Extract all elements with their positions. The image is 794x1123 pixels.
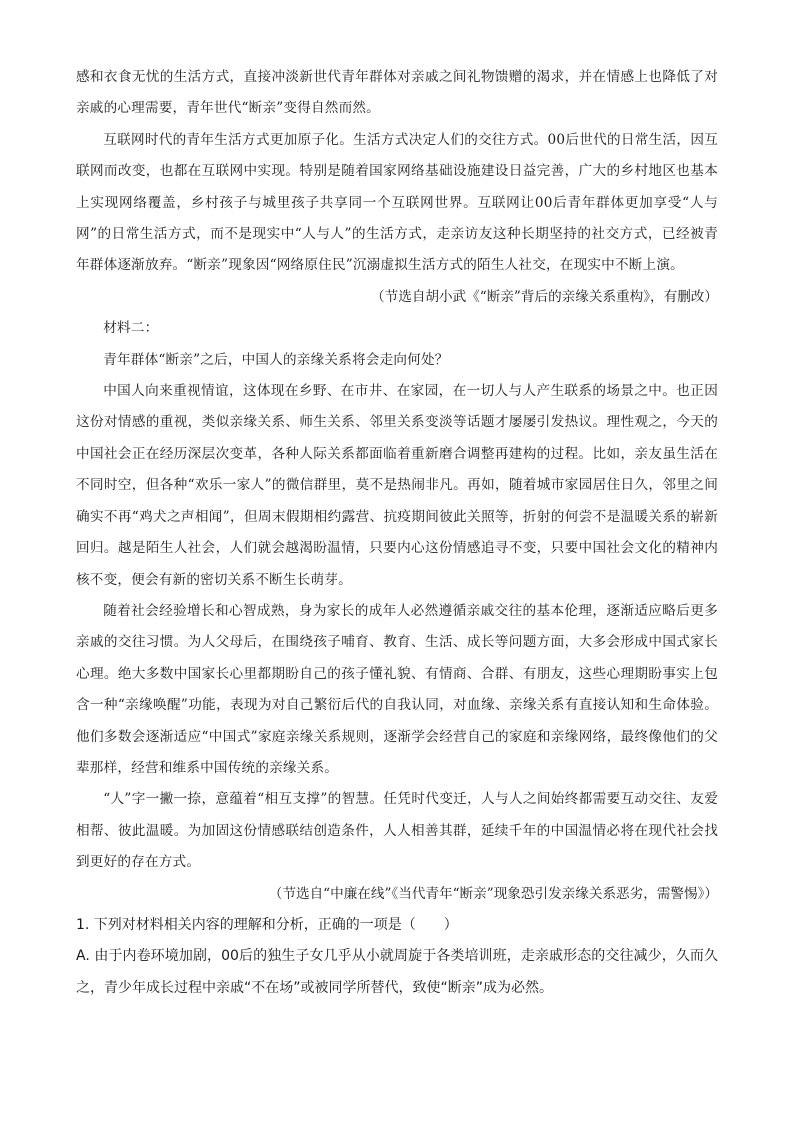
source-citation-1: （节选自胡小武《“断亲”背后的亲缘关系重构》，有删改） (371, 288, 718, 305)
material-2-paragraph-1: 中国人向来重视情谊，这体现在乡野、在市井、在家园，在一切人与人产生联系的场景之中。也正因这份对情感的重视，类似亲缘关系、师生关系、邻里关系变淡等话题才屡屡引发热议。理性观之，今天的中国社会正在经历深层次变革，各种人际关系都面临着重新磨合调整再建构的过程。比如，亲友虽生活在不同时空，但各种“欢乐一家人”的微信群里，莫不是热闹非凡。再如，随着城市家园居住日久，邻里之间确实不再“鸡犬之声相闻”，但周末假期相约露营、抗疫期间彼此关照等，折射的何尝不是温暖关系的崭新回归。越是陌生人社会，人们就会越渴盼温情，只要内心这份情感追寻不变，只要中国社会文化的精神内核不变，便会有新的密切关系不断生长萌芽。 (76, 383, 718, 588)
document-page (76, 62, 718, 1004)
paragraph-internet-lifestyle: 互联网时代的青年生活方式更加原子化。生活方式决定人们的交往方式。00后世代的日常生活，因互联网而改变，也都在互联网中实现。特别是随着国家网络基础设施建设日益完善，广大的乡村地区也基本上实现网络覆盖，乡村孩子与城里孩子共享同一个互联网世界。互联网让00后青年群体更加享受“人与网”的日常生活方式，而不是现实中“人与人”的生活方式，走亲访友这种长期坚持的社交方式，已经被青年群体逐渐放弃。“断亲”现象因“网络原住民”沉溺虚拟生活方式的陌生人社交，在现实中不断上演。 (76, 131, 718, 274)
source-citation-2: （节选自“中廉在线”《当代青年“断亲”现象恐引发亲缘关系恶劣，需警惕》） (268, 885, 718, 902)
question-option-a: A. 由于内卷环境加剧，00后的独生子女几乎从小就周旋于各类培训班，走亲戚形态的交往减少，久而久之，青少年成长过程中亲戚“不在场”或被同学所替代，致使“断亲”成为必然。 (76, 948, 718, 996)
paragraph-continued: 感和衣食无忧的生活方式，直接冲淡新世代青年群体对亲戚之间礼物馈赠的渴求，并在情感上也降低了对亲戚的心理需要，青年世代“断亲”变得自然而然。 (76, 69, 718, 117)
material-2-paragraph-2: 随着社会经验增长和心智成熟，身为家长的成年人必然遵循亲戚交往的基本伦理，逐渐适应略后更多亲戚的交往习惯。为人父母后，在围绕孩子哺育、教育、生活、成长等问题方面，大多会形成中国式家长心理。绝大多数中国家长心里都期盼自己的孩子懂礼貌、有情商、合群、有朋友，这些心理期盼事实上包含一种“亲缘唤醒”功能，表现为对自己繁衍后代的自我认同，对血缘、亲缘关系有直接认知和生命体验。他们多数会逐渐适应“中国式”家庭亲缘关系规则，逐渐学会经营自己的家庭和亲缘网络，最终像他们的父辈那样，经营和维系中国传统的亲缘关系。 (76, 602, 718, 776)
question-stem: 1. 下列对材料相关内容的理解和分析，正确的一项是（ ） (76, 916, 458, 933)
material-2-question: 青年群体“断亲”之后，中国人的亲缘关系将会走向何处？ (103, 351, 449, 368)
material-2-paragraph-3: “人”字一撇一捺，意蕴着“相互支撑”的智慧。任凭时代变迁，人与人之间始终都需要互动交往、友爱相帮、彼此温暖。为加固这份情感联结创造条件，人人相善其群，延续千年的中国温情必将在现代社会找到更好的存在方式。 (76, 791, 718, 871)
material-2-label: 材料二： (103, 320, 159, 337)
